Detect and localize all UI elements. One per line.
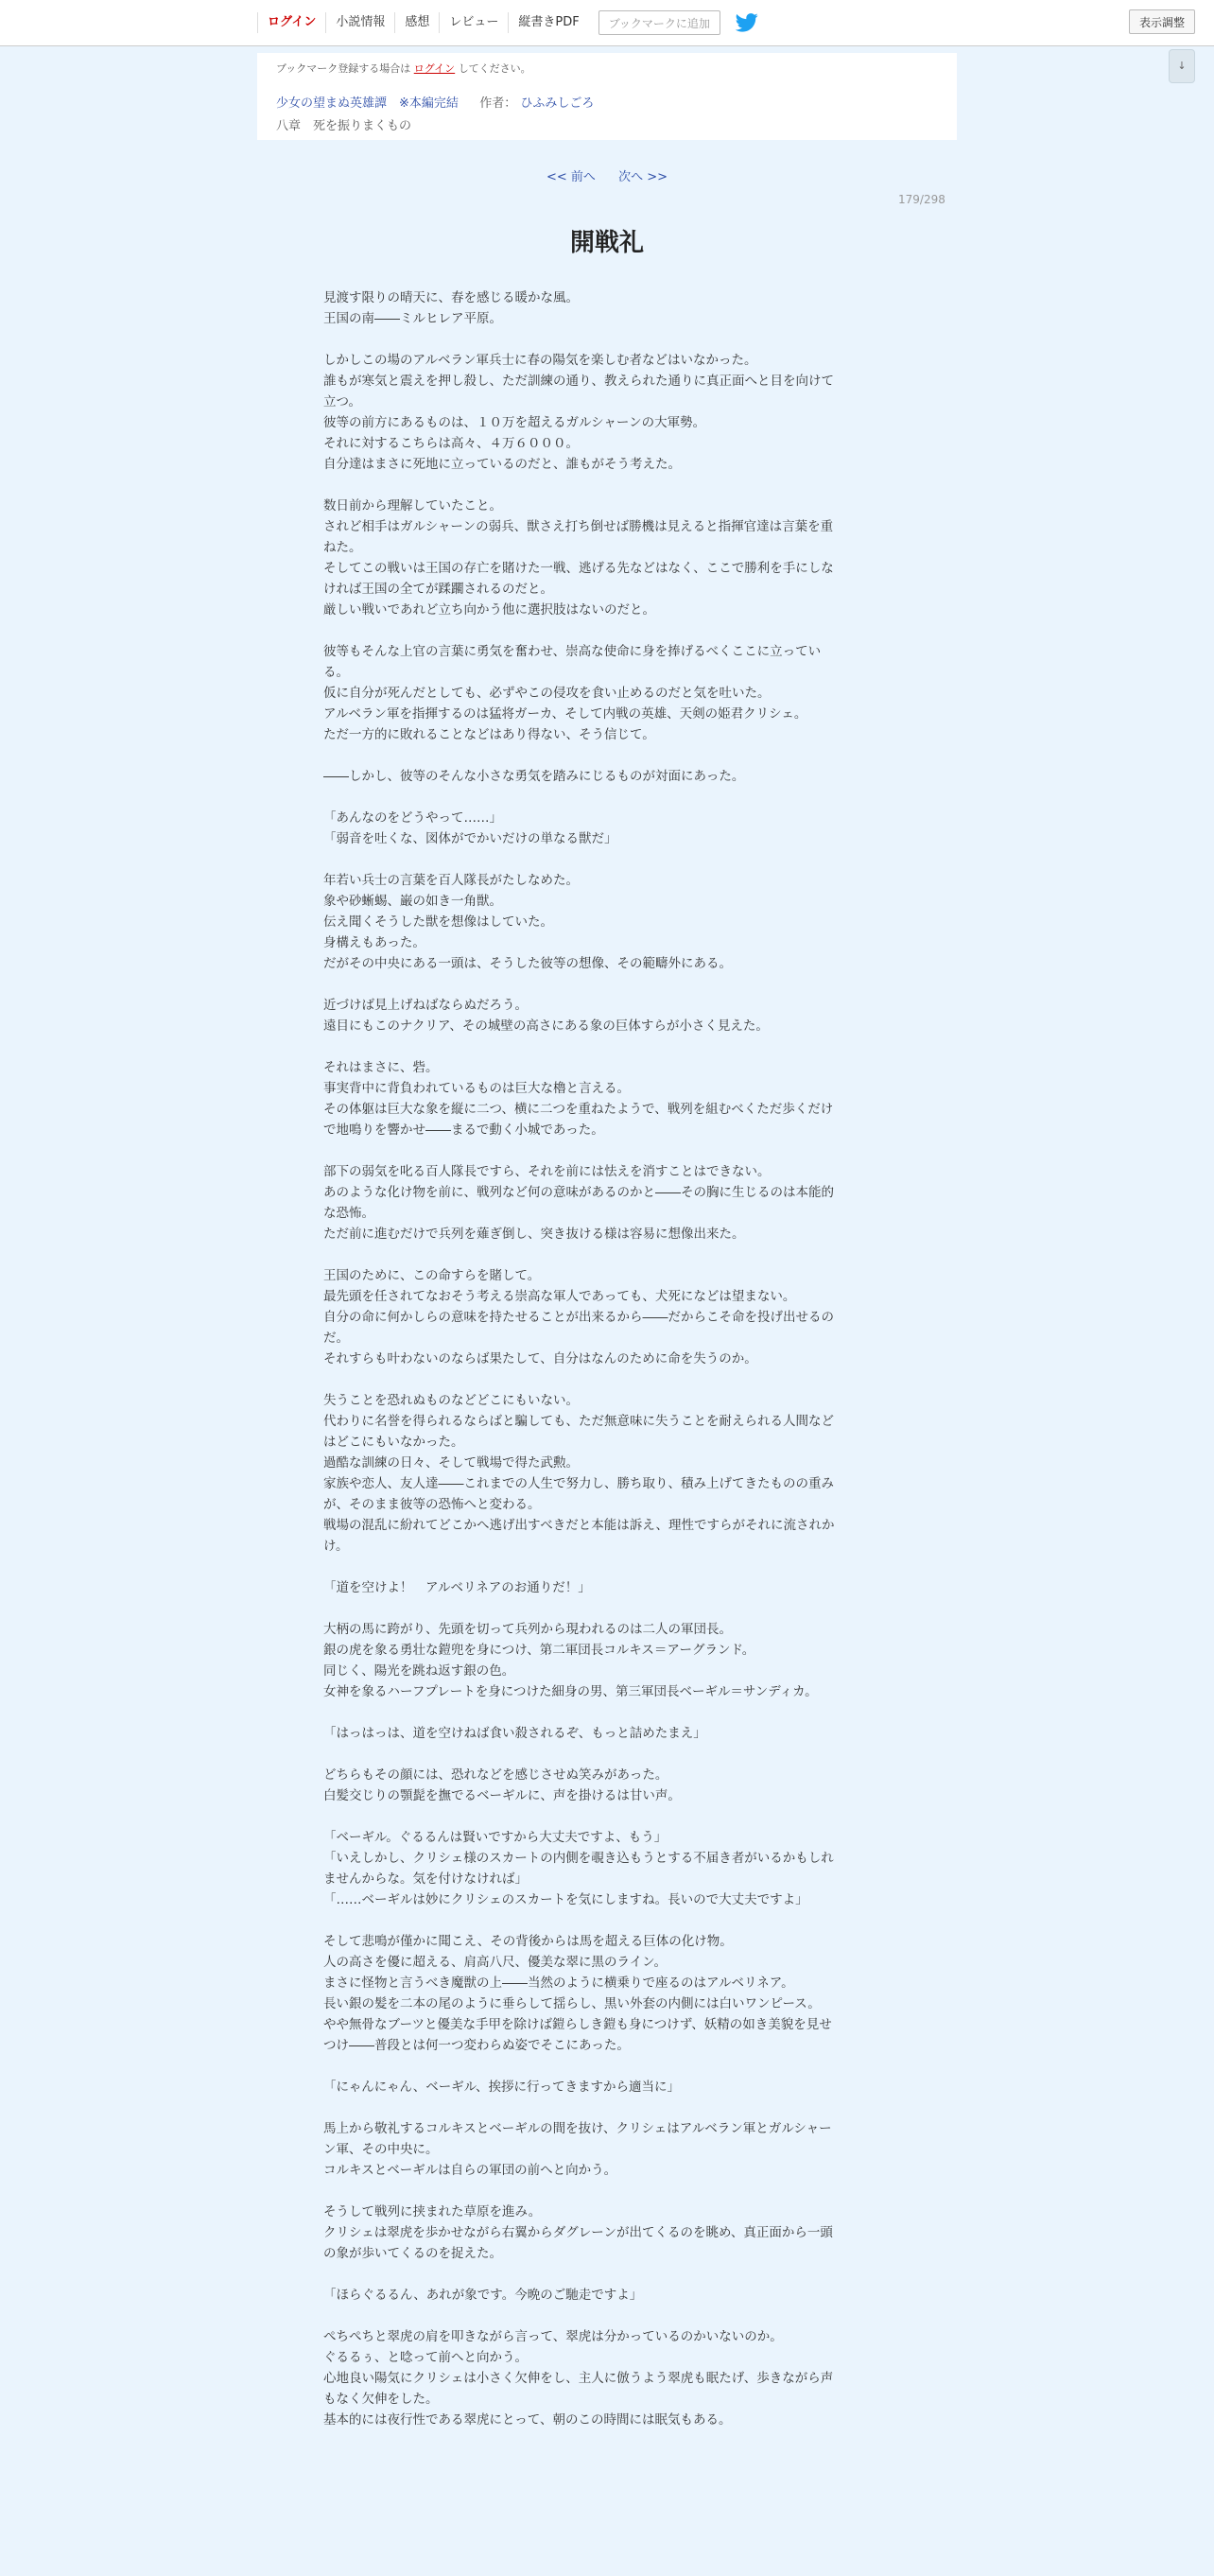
- body-line: ただ前に進むだけで兵列を薙ぎ倒し、突き抜ける様は容易に想像出来た。: [323, 1227, 745, 1242]
- body-line: [323, 329, 894, 350]
- body-line: 誰もが寒気と震えを押し殺し、ただ訓練の通り、教えられた通りに真正面へと目を向けて: [323, 374, 834, 389]
- body-line: [323, 2097, 894, 2118]
- body-line: あのような化け物を前に、戦列など何の意味があるのかと――その胸に生じるのは本能的: [323, 1185, 834, 1200]
- body-line: [323, 475, 894, 496]
- nav-login-link[interactable]: ログイン: [257, 12, 325, 33]
- body-line: 彼等の前方にあるものは、１０万を超えるガルシャーンの大軍勢。: [323, 415, 706, 430]
- body-line: ――しかし、彼等のそんな小さな勇気を踏みにじるものが対面にあった。: [323, 769, 745, 784]
- body-line: 家族や恋人、友人達――これまでの人生で努力し、勝ち取り、積み上げてきたものの重み: [323, 1476, 834, 1491]
- body-line: もなく欠伸をした。: [323, 2392, 439, 2407]
- body-line: 心地良い陽気にクリシェは小さく欠伸をし、主人に倣うよう翠虎も眠たげ、歩きながら声: [323, 2371, 834, 2386]
- body-line: [323, 2534, 894, 2555]
- body-line: 馬上から敬礼するコルキスとベーギルの間を抜け、クリシェはアルベラン軍とガルシャー: [323, 2121, 832, 2136]
- prev-page-link[interactable]: << 前へ: [546, 170, 596, 184]
- body-line: [323, 1744, 894, 1765]
- body-line: 伝え聞くそうした獣を想像はしていた。: [323, 914, 553, 930]
- body-line: [323, 974, 894, 995]
- body-line: はどこにもいなかった。: [323, 1435, 464, 1450]
- body-line: [323, 849, 894, 870]
- body-line: しかしこの場のアルベラン軍兵士に春の陽気を楽しむ者などはいなかった。: [323, 353, 757, 368]
- body-line: それに対するこちらは高々、４万６０００。: [323, 436, 579, 451]
- body-line: [323, 787, 894, 808]
- body-line: 象や砂蜥蜴、巌の如き一角獣。: [323, 894, 502, 909]
- body-line: [323, 2430, 894, 2451]
- body-line: 年若い兵士の言葉を百人隊長がたしなめた。: [323, 873, 579, 888]
- series-title-link[interactable]: 少女の望まぬ英雄譚 ※本編完結: [276, 96, 459, 111]
- body-line: まさに怪物と言うべき魔獣の上――当然のように横乗りで座るのはアルベリネア。: [323, 1976, 794, 1991]
- body-line: 失うことを恐れぬものなどどこにもいない。: [323, 1393, 579, 1408]
- scroll-down-button[interactable]: ↓: [1169, 49, 1195, 83]
- body-line: クリシェは翠虎を歩かせながら右翼からダグレーンが出てくるのを眺め、真正面から一頭: [323, 2225, 833, 2240]
- body-line: [323, 1557, 894, 1577]
- body-line: 過酷な訓練の日々、そして戦場で得た武勲。: [323, 1455, 579, 1471]
- nav-vertical-pdf-link[interactable]: 縦書きPDF: [508, 12, 588, 33]
- body-line: つけ――普段とは何一つ変わらぬ姿でそこにあった。: [323, 2038, 630, 2053]
- body-line: [323, 1140, 894, 1161]
- body-line: [323, 1598, 894, 1619]
- body-line: [323, 1244, 894, 1265]
- body-line: ン軍、その中央に。: [323, 2142, 439, 2157]
- body-line: け。: [323, 1539, 349, 1554]
- body-line: 見渡す限りの晴天に、春を感じる暖かな風。: [323, 290, 579, 305]
- top-navigation-bar: [0, 0, 1214, 46]
- body-line: る。: [323, 665, 349, 680]
- notice-login-link[interactable]: ログイン: [413, 62, 456, 75]
- body-line: 「弱音を吐くな、図体がでかいだけの単なる獣だ」: [323, 831, 617, 846]
- body-line: [323, 2493, 894, 2514]
- next-page-link[interactable]: 次へ >>: [618, 170, 668, 184]
- notice-suffix: してください。: [458, 62, 531, 75]
- body-line: 「ベーギル。ぐるるんは賢いですから大丈夫ですよ、もう」: [323, 1830, 668, 1845]
- body-line: 戦場の混乱に紛れてどこかへ逃げ出すべきだと本能は訴え、理性ですらがそれに流されか: [323, 1518, 835, 1533]
- body-line: [323, 620, 894, 641]
- body-line: で地鳴りを響かせ――まるで動く小城であった。: [323, 1123, 604, 1138]
- body-line: そして悲鳴が僅かに聞こえ、その背後からは馬を超える巨体の化け物。: [323, 1934, 733, 1949]
- body-line: 「ほらぐるるん、あれが象です。今晩のご馳走ですよ」: [323, 2288, 643, 2303]
- novel-info-box: [257, 53, 957, 140]
- body-line: [323, 1806, 894, 1827]
- body-line: な恐怖。: [323, 1206, 374, 1221]
- body-line: 王国の南――ミルヒレア平原。: [323, 311, 502, 326]
- body-line: 自分の命に何かしらの意味を持たせることが出来るから――だからこそ命を投げ出せるの: [323, 1310, 834, 1325]
- body-line: ただ一方的に敗れることなどはあり得ない、そう信じて。: [323, 727, 655, 742]
- body-line: 「……ベーギルは妙にクリシェのスカートを気にしますね。長いので大丈夫ですよ」: [323, 1892, 808, 1907]
- body-line: だがその中央にある一頭は、そうした彼等の想像、その範疇外にある。: [323, 956, 732, 971]
- body-line: [323, 1036, 894, 1057]
- body-line: 自分達はまさに死地に立っているのだと、誰もがそう考えた。: [323, 457, 681, 472]
- body-line: [323, 1910, 894, 1931]
- body-line: の象が歩いてくるのを捉えた。: [323, 2246, 502, 2261]
- body-line: そしてこの戦いは王国の存亡を賭けた一戦、逃げる先などはなく、ここで勝利を手にしな: [323, 561, 834, 576]
- body-line: [323, 2472, 894, 2493]
- body-line: [323, 2306, 894, 2326]
- bookmark-login-notice: [276, 61, 531, 76]
- page-number: 179/298: [898, 193, 945, 206]
- body-line: 大柄の馬に跨がり、先頭を切って兵列から現われるのは二人の軍団長。: [323, 1622, 732, 1637]
- body-line: [323, 2555, 894, 2576]
- body-line: 仮に自分が死んだとしても、必ずやこの侵攻を食い止めるのだと気を吐いた。: [323, 686, 771, 701]
- body-line: 遠目にもこのナクリア、その城壁の高さにある象の巨体すらが小さく見えた。: [323, 1018, 769, 1034]
- pager: [0, 166, 1214, 184]
- body-line: [323, 745, 894, 766]
- body-line: 基本的には夜行性である翠虎にとって、朝のこの時間には眠気もある。: [323, 2412, 732, 2428]
- body-line: それはまさに、砦。: [323, 1060, 439, 1075]
- nav-review-link[interactable]: レビュー: [439, 12, 508, 33]
- body-line: 数日前から理解していたこと。: [323, 498, 502, 513]
- display-settings-button[interactable]: 表示調整: [1129, 9, 1195, 34]
- body-line: 「道を空けよ！ アルベリネアのお通りだ！」: [323, 1580, 591, 1595]
- novel-body: [323, 287, 894, 2576]
- body-line: が、そのまま彼等の恐怖へと変わる。: [323, 1497, 541, 1512]
- body-line: [323, 1702, 894, 1723]
- body-line: 「いえしかし、クリシェ様のスカートの内側を覗き込もうとする不届き者がいるかもしれ: [323, 1851, 834, 1866]
- body-line: 女神を象るハーフプレートを身につけた細身の男、第三軍団長ベーギル＝サンディカ。: [323, 1684, 818, 1699]
- body-line: [323, 2264, 894, 2285]
- notice-prefix: ブックマーク登録する場合は: [276, 62, 411, 75]
- body-line: 白髪交じりの顎髭を撫でるベーギルに、声を掛けるは甘い声。: [323, 1788, 681, 1803]
- body-line: [323, 2056, 894, 2077]
- episode-title: 開戦礼: [569, 229, 644, 257]
- body-line: ねた。: [323, 540, 362, 555]
- body-line: 代わりに名誉を得られるならばと騙しても、ただ無意味に失うことを耐えられる人間など: [323, 1414, 834, 1429]
- body-line: 部下の弱気を叱る百人隊長ですら、それを前には怯えを消すことはできない。: [323, 1164, 771, 1179]
- body-line: [323, 1369, 894, 1390]
- body-line: 「にゃんにゃん、ベーギル、挨拶に行ってきますから適当に」: [323, 2080, 681, 2095]
- body-line: 事実背中に背負われているものは巨大な櫓と言える。: [323, 1081, 630, 1096]
- twitter-share-icon[interactable]: [736, 12, 760, 33]
- body-line: コルキスとベーギルは自らの軍団の前へと向かう。: [323, 2163, 617, 2178]
- body-line: 厳しい戦いであれど立ち向かう他に選択肢はないのだと。: [323, 602, 655, 618]
- body-line: それすらも叶わないのならば果たして、自分はなんのために命を失うのか。: [323, 1351, 757, 1366]
- body-line: 身構えもあった。: [323, 935, 425, 950]
- body-line: 「あんなのをどうやって……」: [323, 810, 502, 826]
- body-line: 「はっはっは、道を空けねば食い殺されるぞ、もっと詰めたまえ」: [323, 1726, 706, 1741]
- body-line: 人の高さを優に超える、肩高八尺、優美な翠に黒のライン。: [323, 1955, 668, 1970]
- chapter-title: 八章 死を振りまくもの: [276, 119, 412, 133]
- body-line: 最先頭を任されてなおそう考える崇高な軍人であっても、犬死になどは望まない。: [323, 1289, 796, 1304]
- body-line: だ。: [323, 1331, 349, 1346]
- add-bookmark-button[interactable]: ブックマークに追加: [598, 10, 720, 35]
- body-line: ければ王国の全てが蹂躙されるのだと。: [323, 582, 553, 597]
- nav-novel-info-link[interactable]: 小説情報: [325, 12, 394, 33]
- body-line: 近づけば見上げねばならぬだろう。: [323, 998, 528, 1013]
- body-line: どちらもその顔には、恐れなどを感じさせぬ笑みがあった。: [323, 1767, 668, 1783]
- body-line: [323, 2451, 894, 2472]
- author-link[interactable]: ひふみしごろ: [520, 96, 595, 111]
- body-line: 長い銀の髪を二本の尾のように垂らして揺らし、黒い外套の内側には白いワンピース。: [323, 1996, 821, 2011]
- body-line: その体躯は巨大な象を縦に二つ、横に二つを重ねたようで、戦列を組むべくただ歩くだけ: [323, 1102, 834, 1117]
- body-line: [323, 2514, 894, 2534]
- main-nav: [257, 0, 760, 45]
- body-line: ぺちぺちと翠虎の肩を叩きながら言って、翠虎は分かっているのかいないのか。: [323, 2329, 783, 2344]
- body-line: ぐるるぅ、と唸って前へと向かう。: [323, 2350, 528, 2365]
- body-line: ませんからな。気を付けなければ」: [323, 1871, 528, 1887]
- body-line: 王国のために、この命すらを賭して。: [323, 1268, 541, 1283]
- author-label: 作者：: [479, 96, 517, 111]
- nav-impressions-link[interactable]: 感想: [394, 12, 439, 33]
- body-line: 立つ。: [323, 394, 361, 409]
- body-line: 銀の虎を象る勇壮な鎧兜を身につけ、第二軍団長コルキス＝アーグランド。: [323, 1643, 755, 1658]
- body-line: されど相手はガルシャーンの弱兵、獣さえ打ち倒せば勝機は見えると指揮官達は言葉を重: [323, 519, 834, 534]
- series-line: [276, 93, 594, 111]
- body-line: そうして戦列に挟まれた草原を進み。: [323, 2204, 542, 2219]
- body-line: アルベラン軍を指揮するのは猛将ガーカ、そして内戦の英雄、天剣の姫君クリシェ。: [323, 706, 807, 722]
- body-line: [323, 2181, 894, 2202]
- body-line: 彼等もそんな上官の言葉に勇気を奮わせ、崇高な使命に身を捧げるべくここに立ってい: [323, 644, 822, 659]
- body-line: 同じく、陽光を跳ね返す銀の色。: [323, 1663, 515, 1679]
- body-line: やや無骨なブーツと優美な手甲を除けば鎧らしき鎧も身につけず、妖精の如き美貌を見せ: [323, 2017, 832, 2032]
